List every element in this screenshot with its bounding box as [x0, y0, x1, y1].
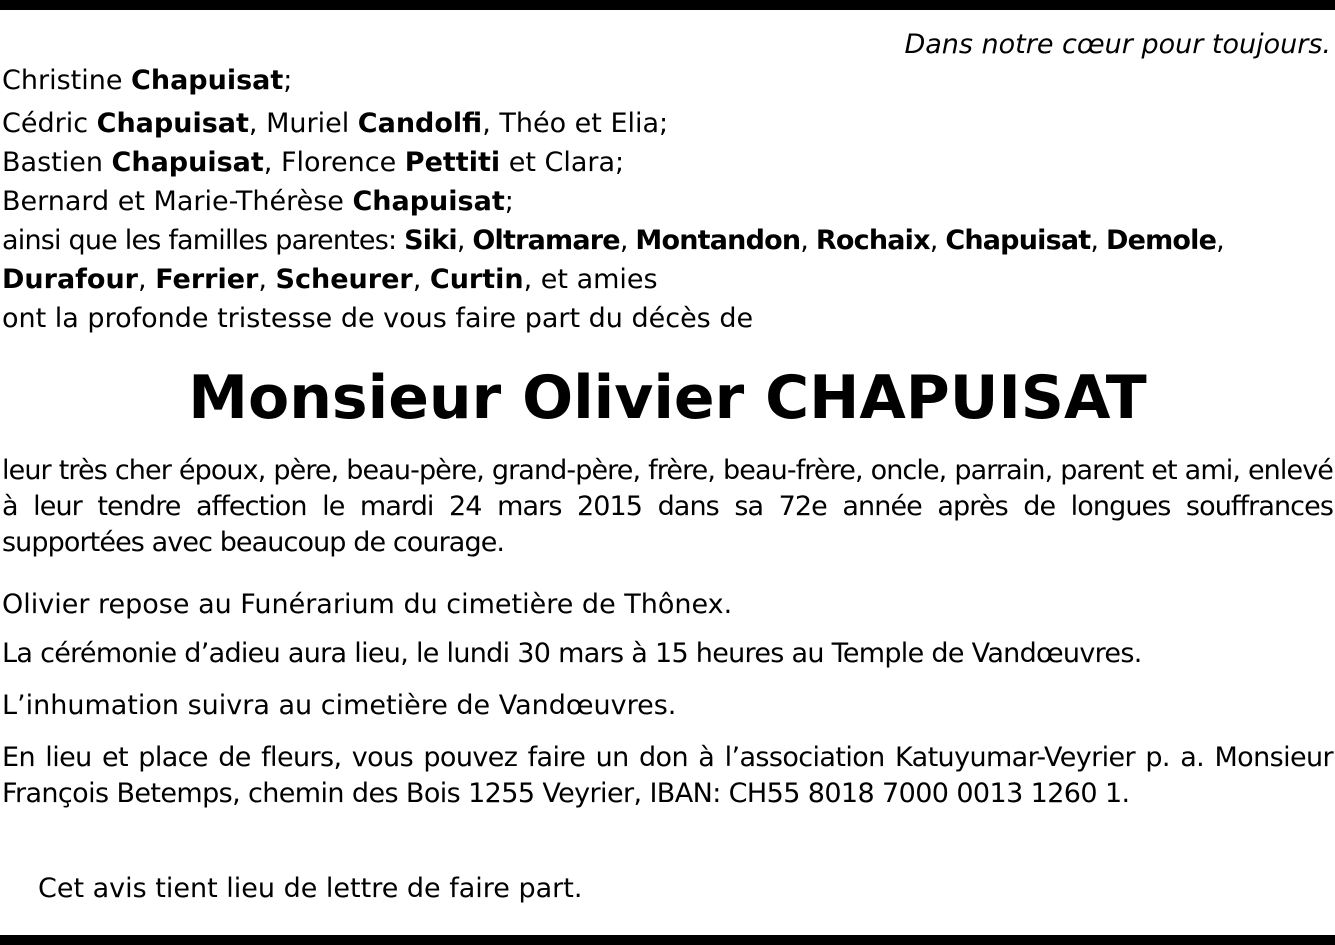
top-border-rule	[0, 0, 1335, 10]
text: ainsi que les familles parentes:	[2, 225, 405, 256]
epigraph: Dans notre cœur pour toujours.	[904, 29, 1331, 60]
surname: Curtin	[429, 264, 524, 295]
text: , et amies	[523, 264, 658, 295]
surname: Chapuisat	[352, 186, 505, 217]
text: ;	[504, 186, 514, 217]
text: ,	[1090, 225, 1106, 256]
surname: Oltramare	[472, 225, 620, 256]
text: et Clara;	[500, 147, 625, 178]
family-line-6	[2, 262, 658, 298]
text: , Théo et Elia;	[482, 108, 669, 139]
surname: Scheurer	[275, 264, 413, 295]
paragraph-repose: Olivier repose au Funérarium du cimetière de Thônex.	[2, 589, 733, 620]
text: ,	[800, 225, 816, 256]
surname: Demole	[1105, 225, 1217, 256]
family-line-3	[2, 145, 624, 181]
surname: Rochaix	[815, 225, 930, 256]
surname: Chapuisat	[131, 65, 284, 96]
paragraph-burial: L’inhumation suivra au cimetière de Vandœuvres.	[2, 690, 677, 721]
paragraph-tribute: leur très cher époux, père, beau-père, grand-père, frère, beau-frère, oncle, parrain, parent et ami, enlevé à leur tendre affection le mardi 24 mars 2015 dans sa 72e année après de longues souffrances supportées avec beaucoup de courage.	[2, 455, 1333, 558]
surname: Siki	[404, 225, 457, 256]
text: ;	[283, 65, 293, 96]
paragraph-ceremony: La cérémonie d’adieu aura lieu, le lundi 30 mars à 15 heures au Temple de Vandœuvres.	[2, 638, 1142, 669]
text: Bastien	[2, 147, 112, 178]
text: Bernard et Marie-Thérèse	[2, 186, 353, 217]
surname: Ferrier	[155, 264, 259, 295]
family-line-4	[2, 184, 514, 220]
surname: Candolfi	[357, 108, 483, 139]
text: ,	[138, 264, 156, 295]
family-line-5	[2, 223, 1224, 259]
family-line-2	[2, 106, 668, 142]
text: ,	[1216, 225, 1224, 256]
text: ,	[258, 264, 276, 295]
deceased-name-heading: Monsieur Olivier CHAPUISAT	[188, 363, 1147, 433]
family-line-1	[2, 63, 292, 99]
text: ,	[929, 225, 946, 256]
bottom-border-rule	[0, 935, 1335, 945]
family-line-7: ont la profonde tristesse de vous faire part du décès de	[2, 303, 754, 334]
text: Christine	[2, 65, 132, 96]
text: Cédric	[2, 108, 97, 139]
surname: Pettiti	[404, 147, 501, 178]
paragraph-donation: En lieu et place de fleurs, vous pouvez faire un don à l’association Katuyumar-Veyrier p. a. Monsieur François Betemps, chemin des Bois 1255 Veyrier, IBAN: CH55 8018 7000 0013 1260 1.	[2, 742, 1333, 809]
surname: Durafour	[2, 264, 139, 295]
surname: Chapuisat	[945, 225, 1091, 256]
surname: Montandon	[635, 225, 801, 256]
text: , Florence	[263, 147, 405, 178]
text: ,	[619, 225, 636, 256]
closing-note: Cet avis tient lieu de lettre de faire part.	[38, 873, 583, 904]
text: ,	[456, 225, 473, 256]
surname: Chapuisat	[96, 108, 249, 139]
text: ,	[412, 264, 430, 295]
text: , Muriel	[248, 108, 358, 139]
surname: Chapuisat	[111, 147, 264, 178]
